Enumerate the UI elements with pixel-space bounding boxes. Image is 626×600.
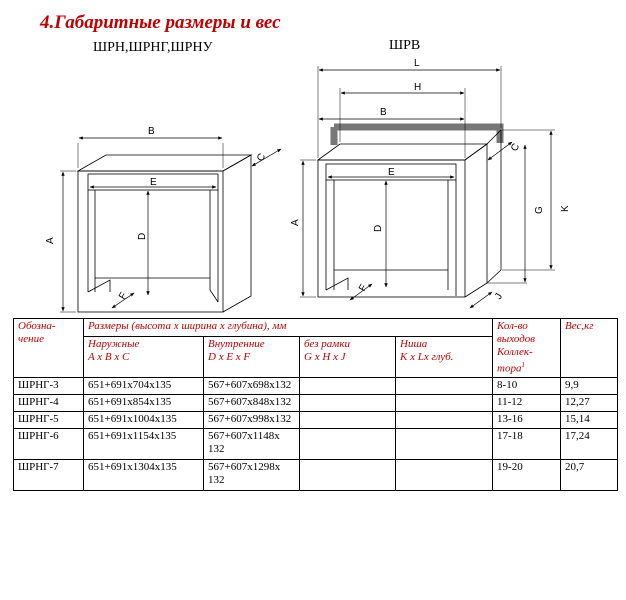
cell-noframe <box>300 428 396 459</box>
dim-l-label: L <box>414 58 420 69</box>
cell-noframe <box>300 394 396 411</box>
section-title: 4.Габаритные размеры и вес <box>40 12 281 33</box>
table-row <box>14 394 618 411</box>
cell-niche <box>396 411 493 428</box>
cell-outer: 651+691x1304x135 <box>84 459 204 490</box>
cell-weight: 20,7 <box>561 459 618 490</box>
dim-b-right-label: B <box>380 107 387 118</box>
cell-outputs: 19-20 <box>493 459 561 490</box>
dim-j-right-label: J <box>493 291 506 302</box>
dim-a-label: A <box>45 237 56 244</box>
cell-niche <box>396 459 493 490</box>
dim-j-right <box>470 292 492 308</box>
cell-noframe <box>300 377 396 394</box>
dimensions-weight-table <box>13 318 618 491</box>
dim-d-right-label: D <box>373 224 384 232</box>
header-weight: Вес,кг <box>561 319 618 378</box>
cell-weight: 9,9 <box>561 377 618 394</box>
dim-c-right <box>488 142 512 160</box>
cell-outputs: 17-18 <box>493 428 561 459</box>
cell-weight: 12,27 <box>561 394 618 411</box>
dim-h-label: H <box>414 82 422 93</box>
dim-a-right-label: A <box>290 219 301 226</box>
dim-d-label: D <box>137 232 148 240</box>
cell-outputs: 11-12 <box>493 394 561 411</box>
header-sizes: Размеры (высота х ширина х глубина), мм <box>84 319 493 337</box>
dim-c-label: C <box>255 151 269 164</box>
cell-outer: 651+691x1004x135 <box>84 411 204 428</box>
cell-outputs: 8-10 <box>493 377 561 394</box>
dim-f-right-label: F <box>357 282 370 294</box>
table-row <box>14 428 618 459</box>
cell-weight: 15,14 <box>561 411 618 428</box>
cell-niche <box>396 377 493 394</box>
dim-e-label: E <box>150 177 157 188</box>
left-cabinet-drawing <box>60 143 251 312</box>
cell-name: ШРНГ-7 <box>14 459 84 490</box>
dim-f-label: F <box>117 290 130 302</box>
cell-outer: 651+691x704x135 <box>84 377 204 394</box>
cell-inner: 567+607x1298x 132 <box>204 459 300 490</box>
header-designation: Обозна- чение <box>14 319 84 378</box>
cell-name: ШРНГ-5 <box>14 411 84 428</box>
cell-inner: 567+607x998x132 <box>204 411 300 428</box>
header-outer: Наружные A x B x C <box>84 336 204 377</box>
cell-outer: 651+691x1154x135 <box>84 428 204 459</box>
cell-outer: 651+691x854x135 <box>84 394 204 411</box>
left-drawing-caption: ШРН,ШРНГ,ШРНУ <box>93 40 213 55</box>
cell-inner: 567+607x698x132 <box>204 377 300 394</box>
cell-name: ШРНГ-4 <box>14 394 84 411</box>
right-cabinet-drawing <box>300 66 555 297</box>
dim-b-label: B <box>148 126 155 137</box>
right-drawing-caption: ШРВ <box>389 38 421 53</box>
dim-k-right-label: K <box>560 205 571 212</box>
dim-c-right-label: C <box>509 141 523 154</box>
dim-e-right-label: E <box>388 167 395 178</box>
table-row <box>14 411 618 428</box>
cell-name: ШРНГ-6 <box>14 428 84 459</box>
header-noframe: без рамки G x H x J <box>300 336 396 377</box>
cell-niche <box>396 428 493 459</box>
header-inner: Внутренние D x E x F <box>204 336 300 377</box>
cell-inner: 567+607x848x132 <box>204 394 300 411</box>
table-header-row <box>14 319 618 337</box>
header-outputs: Кол-во выходов Коллек- тора$^1$ <box>493 319 561 378</box>
dim-g-right-label: G <box>534 206 545 214</box>
table-row <box>14 459 618 490</box>
header-niche: Ниша K x Lx глуб. <box>396 336 493 377</box>
cell-noframe <box>300 459 396 490</box>
cell-name: ШРНГ-3 <box>14 377 84 394</box>
cell-outputs: 13-16 <box>493 411 561 428</box>
table-row <box>14 377 618 394</box>
cell-inner: 567+607x1148x 132 <box>204 428 300 459</box>
cell-weight: 17,24 <box>561 428 618 459</box>
cell-niche <box>396 394 493 411</box>
cell-noframe <box>300 411 396 428</box>
